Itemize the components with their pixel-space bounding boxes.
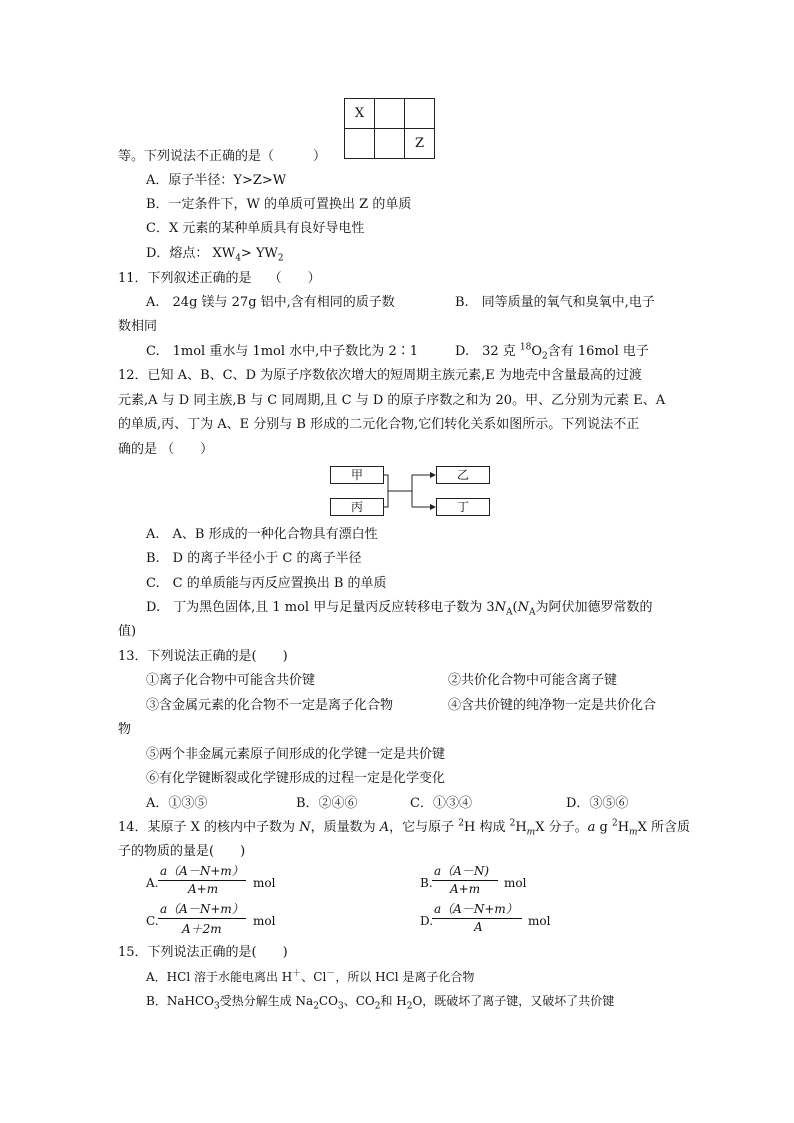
fraction-numerator: a（A－N) xyxy=(434,864,490,878)
fraction-denominator: A+m xyxy=(188,882,219,896)
fraction-numerator: a（A－N+m） xyxy=(160,864,244,878)
q13-statement-3: ③含金属元素的化合物不一定是离子化合物 xyxy=(146,698,394,713)
fraction-denominator: A+m xyxy=(450,882,481,896)
q11-stem: 11．下列叙述正确的是 （ ） xyxy=(118,271,321,286)
fraction-bar xyxy=(158,880,246,881)
q11-option-d: D. 32 克 $^{18}O_2$含有 16mol 电子 xyxy=(455,342,649,362)
q15-option-b: B．NaHCO$_3$受热分解生成 $Na_2CO_3$、$CO_2$和 $H_2O$，既破坏了离子键，又破坏了共价键 xyxy=(146,994,615,1012)
q14-option-a-fraction xyxy=(158,862,248,898)
q10-option-b: B．一定条件下，W 的单质可置换出 Z 的单质 xyxy=(146,197,412,212)
diagram-box-bing: 丙 xyxy=(330,498,384,516)
q12-stem-line4: 确的是 （ ） xyxy=(118,442,214,457)
q14-option-b-unit: mol xyxy=(504,876,527,890)
q11-option-c: C. 1mol 重水与 1mol 水中,中子数比为 2∶1 xyxy=(146,344,418,359)
q13-statement-1: ①离子化合物中可能含共价键 xyxy=(146,673,316,688)
q14-option-d-fraction xyxy=(432,900,524,936)
q14-option-d-unit: mol xyxy=(528,914,551,928)
q12-stem-line1: 12．已知 A、B、C、D 为原子序数依次增大的短周期主族元素,E 为地壳中含量最高的过渡 xyxy=(118,368,642,383)
q15-option-a: A．HCl 溶于水能电离出 H＋、Cl－，所以 HCl 是离子化合物 xyxy=(146,969,475,984)
fraction-numerator: a（A－N+m） xyxy=(160,902,244,916)
diagram-arrowhead-bottom xyxy=(430,504,436,510)
q12-option-b: B. D 的离子半径小于 C 的离子半径 xyxy=(146,551,362,566)
diagram-connector xyxy=(384,470,438,514)
q10-option-a: A．原子半径：Y>Z>W xyxy=(146,173,287,188)
q14-stem-line1: 14．某原子 X 的核内中子数为 N，质量数为 A，它与原子 $^2$H 构成 $^2H_mX$ 分子。a g $^2H_mX$ 所含质 xyxy=(118,818,690,838)
q13-stem: 13．下列说法正确的是( ) xyxy=(118,649,288,664)
fraction-denominator: A＋2m xyxy=(182,922,222,936)
q13-option-b: B．②④⑥ xyxy=(296,796,358,811)
diagram-box-yi: 乙 xyxy=(436,466,490,484)
q13-option-d: D．③⑤⑥ xyxy=(566,796,629,811)
q11-option-b: B. 同等质量的氧气和臭氧中,电子 xyxy=(455,295,655,310)
q13-option-c: C．①③④ xyxy=(410,796,472,811)
q14-option-c-label: C. xyxy=(146,914,159,928)
q13-statement-4: ④含共价键的纯净物一定是共价化合 xyxy=(448,698,657,713)
q12-option-d: D. 丁为黑色固体,且 1 mol 甲与足量丙反应转移电子数为 $3N_A(N_A$为阿伏加德罗常数的 xyxy=(146,600,653,618)
diagram-input-bracket xyxy=(384,475,388,507)
q14-stem-line2: 子的物质的量是( ) xyxy=(118,844,246,859)
fraction-bar xyxy=(432,918,522,919)
q13-statement-5: ⑤两个非金属元素原子间形成的化学键一定是共价键 xyxy=(146,747,446,762)
q11-option-b-cont: 数相同 xyxy=(118,319,158,334)
diagram-box-ding: 丁 xyxy=(436,498,490,516)
q14-option-a-unit: mol xyxy=(253,876,276,890)
q14-option-d-label: D. xyxy=(420,914,434,928)
q12-option-c: C. C 的单质能与丙反应置换出 B 的单质 xyxy=(146,576,387,591)
q13-statement-2: ②共价化合物中可能含离子键 xyxy=(448,673,618,688)
q14-option-c-fraction xyxy=(158,900,248,936)
grid-cell xyxy=(345,129,375,159)
q10-stem: 等。下列说法不正确的是（ ） xyxy=(118,149,327,164)
q12-option-d-cont: 值) xyxy=(118,624,137,639)
fraction-denominator: A xyxy=(474,920,483,934)
q14-option-a-label: A. xyxy=(146,876,159,890)
grid-cell xyxy=(375,129,405,159)
q12-stem-line3: 的单质,丙、丁为 A、E 分别与 B 形成的二元化合物,它们转化关系如图所示。下列说法不正 xyxy=(118,417,640,432)
q10-option-c: C．X 元素的某种单质具有良好导电性 xyxy=(146,221,365,236)
q13-statement-6: ⑥有化学键断裂或化学键形成的过程一定是化学变化 xyxy=(146,771,446,786)
grid-cell xyxy=(375,99,405,129)
fraction-numerator: a（A－N+m） xyxy=(434,902,518,916)
q13-option-a: A．①③⑤ xyxy=(146,796,208,811)
grid-cell: Z xyxy=(405,129,435,159)
element-grid xyxy=(344,98,435,159)
grid-cell xyxy=(405,99,435,129)
q14-option-b-fraction xyxy=(432,862,502,898)
fraction-bar xyxy=(432,880,498,881)
q11-option-a: A. 24g 镁与 27g 铝中,含有相同的质子数 xyxy=(146,295,395,310)
fraction-bar xyxy=(158,918,246,919)
q14-option-b-label: B. xyxy=(420,876,433,890)
grid-cell: X xyxy=(345,99,375,129)
q14-option-c-unit: mol xyxy=(253,914,276,928)
diagram-arrowhead-top xyxy=(430,472,436,478)
q15-stem: 15．下列说法正确的是( ) xyxy=(118,945,288,960)
q12-option-a: A. A、B 形成的一种化合物具有漂白性 xyxy=(146,527,378,542)
q10-option-d: D．熔点： $XW_4> YW_2$ xyxy=(146,246,284,264)
q12-stem-line2: 元素,A 与 D 同主族,B 与 C 同周期,且 C 与 D 的原子序数之和为 20。甲、乙分别为元素 E、A xyxy=(118,393,666,408)
diagram-box-jia: 甲 xyxy=(330,466,384,484)
q13-statement-4-cont: 物 xyxy=(118,722,132,737)
